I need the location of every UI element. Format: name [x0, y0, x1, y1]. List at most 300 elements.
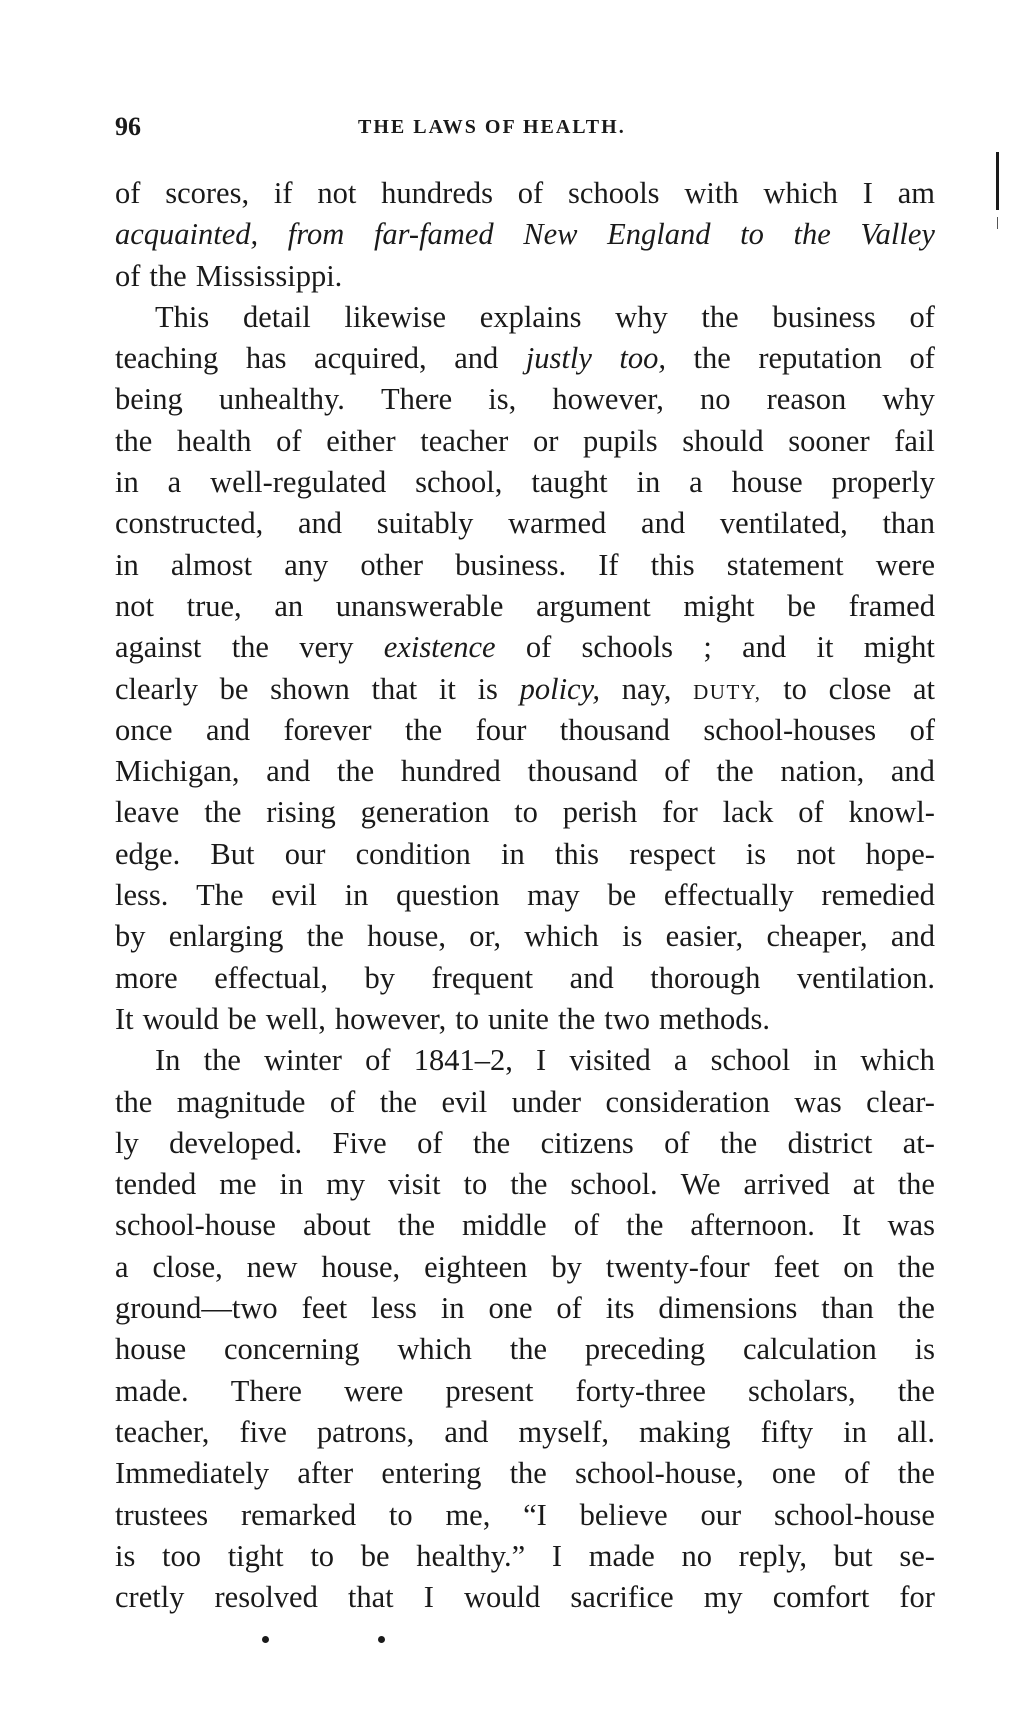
text-line — [115, 1495, 935, 1536]
word: true, — [186, 588, 242, 623]
word: hope- — [865, 836, 935, 871]
word: methods. — [659, 1001, 770, 1036]
word: why — [615, 299, 668, 334]
word: were — [875, 547, 935, 582]
word: likewise — [344, 299, 447, 334]
word: it — [438, 671, 456, 706]
word: the — [472, 1125, 511, 1160]
word: in — [115, 547, 139, 582]
word: well, — [265, 1001, 326, 1036]
word: and — [444, 1414, 489, 1449]
word: sooner — [788, 423, 870, 458]
word: fifty — [760, 1414, 814, 1449]
word: no — [681, 1538, 712, 1573]
word: other — [360, 547, 424, 582]
word: thousand — [527, 754, 638, 789]
word: under — [511, 1084, 582, 1119]
word: has — [245, 341, 287, 376]
word: the — [693, 341, 731, 376]
word: forty-three — [575, 1373, 706, 1408]
word: taught — [531, 465, 608, 500]
word: effectually — [663, 878, 794, 913]
word: may — [527, 878, 580, 913]
word: twenty-four — [605, 1249, 750, 1284]
word: the — [509, 1332, 548, 1367]
word: of — [909, 341, 935, 376]
word: business — [772, 299, 876, 334]
text-line — [115, 1536, 935, 1577]
word: and — [205, 712, 251, 747]
word: the — [626, 1208, 664, 1243]
word: it — [816, 630, 834, 665]
word: suitably — [376, 506, 474, 541]
word: reason — [766, 382, 847, 417]
word: house, — [367, 919, 446, 954]
word: winter — [264, 1043, 342, 1078]
word: however, — [334, 1001, 447, 1036]
word: remarked — [240, 1497, 357, 1532]
word: of — [909, 712, 935, 747]
word: once — [115, 712, 173, 747]
word: or — [532, 423, 559, 458]
word: and — [297, 506, 342, 541]
word: nay, — [621, 671, 672, 706]
word: I — [551, 1538, 563, 1573]
text-line — [115, 1247, 935, 1288]
text-line — [115, 958, 935, 999]
word: district — [787, 1125, 873, 1160]
word: edge. — [115, 836, 181, 871]
word: business. — [455, 547, 567, 582]
word: am — [897, 176, 935, 210]
word: the — [897, 1373, 935, 1408]
word: should — [682, 423, 764, 458]
body-text — [115, 173, 935, 1618]
word: not — [796, 836, 836, 871]
word: It — [841, 1208, 861, 1243]
word: not — [317, 176, 357, 210]
word: the — [510, 1167, 548, 1202]
text-line — [115, 1082, 935, 1123]
word: in — [279, 1167, 304, 1202]
word: that — [347, 1580, 394, 1615]
word: patrons, — [316, 1414, 415, 1449]
word: consideration — [605, 1084, 770, 1119]
word: forever — [283, 712, 372, 747]
word: schools — [581, 630, 674, 665]
word: were — [344, 1373, 404, 1408]
word: believe — [579, 1497, 668, 1532]
word: the — [897, 1167, 935, 1202]
text-line — [115, 214, 935, 255]
word: at — [912, 671, 935, 706]
word: hundred — [400, 754, 501, 789]
word: tight — [227, 1538, 284, 1573]
word: and — [569, 960, 614, 995]
ink-speck — [262, 1636, 269, 1643]
word: made — [588, 1538, 655, 1573]
word: of — [664, 754, 690, 789]
word: clear- — [866, 1084, 935, 1119]
word: condition — [355, 836, 471, 871]
word: to — [783, 671, 807, 706]
word: dimensions — [658, 1291, 798, 1326]
word: evil — [271, 878, 317, 913]
word: which — [524, 919, 599, 954]
word: be — [607, 878, 637, 913]
word: school, — [415, 465, 503, 500]
word: the — [404, 712, 443, 747]
text-line — [115, 256, 935, 297]
word: eighteen — [424, 1249, 528, 1284]
text-line — [115, 379, 935, 420]
text-line — [115, 1040, 935, 1081]
word: argument — [536, 588, 651, 623]
word: nation, — [780, 754, 865, 789]
word: ly — [115, 1125, 139, 1160]
word: effectual, — [214, 960, 328, 995]
word: is — [477, 671, 498, 706]
word: In — [155, 1043, 181, 1078]
text-line — [115, 503, 935, 544]
word: the — [557, 1001, 596, 1036]
word: trustees — [115, 1497, 209, 1532]
word: framed — [848, 588, 935, 623]
word: evil — [441, 1084, 488, 1119]
word: my — [326, 1167, 366, 1202]
word: the — [509, 1456, 547, 1491]
word: respect — [629, 836, 716, 871]
word: 1841–2, — [413, 1043, 513, 1078]
word: one — [488, 1291, 533, 1326]
word: than — [882, 506, 935, 541]
word: to — [514, 795, 538, 830]
word: ventilated, — [719, 506, 848, 541]
word: was — [887, 1208, 935, 1243]
word: in — [843, 1414, 867, 1449]
word: me — [219, 1167, 257, 1202]
word: visit — [388, 1167, 441, 1202]
word: I — [423, 1580, 434, 1615]
word: policy, — [519, 671, 601, 706]
word: se- — [899, 1538, 935, 1573]
text-line — [115, 669, 935, 710]
word: was — [794, 1084, 842, 1119]
word: teacher, — [115, 1414, 210, 1449]
word: the — [149, 258, 187, 293]
word: feet — [773, 1249, 820, 1284]
word: healthy.” — [416, 1538, 526, 1573]
word: a — [115, 1249, 129, 1284]
word: ground—two — [115, 1291, 278, 1326]
word: school-house — [773, 1497, 935, 1532]
word: scores, — [165, 176, 250, 210]
word: my — [703, 1580, 743, 1615]
word: and — [890, 754, 935, 789]
word: would — [142, 1001, 219, 1036]
word: unite — [487, 1001, 549, 1036]
text-line — [115, 792, 935, 833]
word: Mississippi. — [195, 258, 343, 293]
word: would — [464, 1580, 541, 1615]
word: me, — [445, 1497, 491, 1532]
word: be — [360, 1538, 390, 1573]
word: pupils — [583, 423, 658, 458]
word: afternoon. — [690, 1208, 815, 1243]
word: tended — [115, 1167, 197, 1202]
word: the — [397, 1208, 435, 1243]
word: is, — [488, 382, 517, 417]
word: and — [890, 919, 935, 954]
word: too — [162, 1538, 202, 1573]
word: citizens — [540, 1125, 634, 1160]
word: resolved — [214, 1580, 318, 1615]
word: and — [266, 754, 311, 789]
word: ventilation. — [796, 960, 935, 995]
word: reputation — [758, 341, 882, 376]
word: the — [115, 1084, 153, 1119]
word: entering — [381, 1456, 482, 1491]
text-line — [115, 751, 935, 792]
text-line — [115, 999, 935, 1040]
word: the — [897, 1249, 935, 1284]
word: if — [273, 176, 293, 210]
text-line — [115, 545, 935, 586]
word: in — [636, 465, 661, 500]
word: knowl- — [848, 795, 935, 830]
word: DUTY, — [693, 679, 762, 704]
word: to — [463, 1167, 488, 1202]
word: from — [287, 217, 345, 252]
word: two — [604, 1001, 650, 1036]
word: which — [763, 176, 838, 210]
word: calculation — [742, 1332, 877, 1367]
word: to — [310, 1538, 335, 1573]
word: almost — [170, 547, 253, 582]
word: I — [862, 176, 873, 210]
word: lack — [722, 795, 774, 830]
word: schools — [568, 176, 660, 210]
word: any — [284, 547, 329, 582]
word: the — [793, 217, 831, 252]
word: There — [230, 1373, 302, 1408]
word: be — [227, 1001, 257, 1036]
running-head: THE LAWS OF HEALTH. — [358, 116, 626, 138]
word: Valley — [860, 217, 935, 252]
word: school-house — [115, 1208, 276, 1243]
word: thousand — [559, 712, 670, 747]
text-line — [115, 586, 935, 627]
word: present — [445, 1373, 534, 1408]
word: is — [622, 919, 643, 954]
word: the — [306, 919, 344, 954]
word: in — [500, 836, 525, 871]
word: that — [371, 671, 418, 706]
word: well-regulated — [210, 465, 387, 500]
word: its — [605, 1291, 635, 1326]
word: The — [196, 878, 244, 913]
word: unhealthy. — [218, 382, 345, 417]
word: preceding — [584, 1332, 706, 1367]
word: to — [740, 217, 764, 252]
word: house — [731, 465, 803, 500]
word: which — [397, 1332, 472, 1367]
word: close — [828, 671, 892, 706]
margin-rule-tick — [997, 217, 998, 229]
word: justly — [525, 341, 592, 376]
word: house, — [321, 1249, 401, 1284]
text-line — [115, 1123, 935, 1164]
word: Immediately — [115, 1456, 270, 1491]
word: at- — [902, 1125, 935, 1160]
word: school-houses — [703, 712, 877, 747]
word: Five — [332, 1125, 387, 1160]
word: house — [115, 1332, 187, 1367]
word: acquainted, — [115, 217, 259, 252]
text-line — [115, 1453, 935, 1494]
word: magnitude — [176, 1084, 306, 1119]
word: detail — [242, 299, 311, 334]
word: is — [745, 836, 767, 871]
word: of — [417, 1125, 443, 1160]
word: warmed — [508, 506, 607, 541]
word: a — [167, 465, 182, 500]
word: the — [701, 299, 739, 334]
word: the — [897, 1456, 935, 1491]
word: against — [115, 630, 202, 665]
text-line — [115, 1329, 935, 1370]
word: all. — [896, 1414, 935, 1449]
word: myself, — [518, 1414, 610, 1449]
text-line — [115, 1577, 935, 1618]
word: one — [771, 1456, 816, 1491]
word: But — [210, 836, 255, 871]
word: of — [115, 176, 141, 210]
word: made. — [115, 1373, 189, 1408]
word: clearly — [115, 671, 198, 706]
text-line — [115, 297, 935, 338]
word: of — [517, 176, 544, 210]
word: the — [379, 1084, 418, 1119]
word: why — [882, 382, 935, 417]
word: of — [556, 1291, 582, 1326]
text-line — [115, 710, 935, 751]
ink-speck — [378, 1636, 385, 1643]
word: than — [821, 1291, 874, 1326]
word: the — [204, 795, 242, 830]
word: be — [219, 671, 249, 706]
word: the — [115, 423, 153, 458]
word: being — [115, 382, 183, 417]
word: I — [536, 1043, 547, 1078]
text-line — [115, 462, 935, 503]
word: the — [716, 754, 754, 789]
word: statement — [726, 547, 844, 582]
word: and — [641, 506, 686, 541]
word: not — [115, 588, 154, 623]
word: of — [329, 1084, 356, 1119]
word: by — [364, 960, 395, 995]
word: less — [371, 1291, 417, 1326]
word: If — [598, 547, 619, 582]
text-line — [115, 627, 935, 668]
word: explains — [479, 299, 582, 334]
word: “I — [523, 1497, 547, 1532]
word: at — [852, 1167, 875, 1202]
word: our — [284, 836, 326, 871]
word: this — [650, 547, 695, 582]
word: in — [344, 878, 369, 913]
text-line — [115, 1371, 935, 1412]
word: of — [664, 1125, 690, 1160]
word: thorough — [650, 960, 761, 995]
word: enlarging — [168, 919, 284, 954]
word: of — [115, 258, 141, 293]
word: close, — [152, 1249, 223, 1284]
word: We — [680, 1167, 721, 1202]
word: New — [523, 217, 578, 252]
word: perish — [562, 795, 638, 830]
word: easier, — [665, 919, 744, 954]
word: and — [742, 630, 787, 665]
word: on — [843, 1249, 874, 1284]
word: fail — [894, 423, 935, 458]
word: reply, — [738, 1538, 807, 1573]
word: of — [573, 1208, 600, 1243]
word: far-famed — [373, 217, 494, 252]
word: after — [297, 1456, 354, 1491]
text-line — [115, 338, 935, 379]
word: a — [689, 465, 703, 500]
word: very — [299, 630, 354, 665]
word: school. — [570, 1167, 658, 1202]
word: the — [336, 754, 375, 789]
word: no — [699, 382, 731, 417]
word: less. — [115, 878, 169, 913]
word: existence — [383, 630, 496, 665]
text-line — [115, 1205, 935, 1246]
word: a — [673, 1043, 688, 1078]
word: is — [115, 1538, 136, 1573]
word: It — [115, 1001, 134, 1036]
word: to — [388, 1497, 413, 1532]
page-number: 96 — [115, 112, 141, 141]
text-line — [115, 1288, 935, 1329]
word: cretly — [115, 1580, 185, 1615]
word: middle — [461, 1208, 547, 1243]
word: generation — [360, 795, 490, 830]
word: in — [813, 1043, 838, 1078]
word: for — [662, 795, 698, 830]
word: too, — [619, 341, 667, 376]
word: the — [203, 1043, 241, 1078]
word: shown — [270, 671, 350, 706]
word: sacrifice — [570, 1580, 674, 1615]
text-line — [115, 1412, 935, 1453]
word: England — [607, 217, 711, 252]
text-line — [115, 1164, 935, 1205]
word: the — [897, 1291, 935, 1326]
word: comfort — [772, 1580, 870, 1615]
word: visited — [569, 1043, 651, 1078]
word: properly — [831, 465, 935, 500]
word: our — [700, 1497, 742, 1532]
word: ; — [703, 630, 712, 665]
word: to — [455, 1001, 479, 1036]
word: school-house, — [575, 1456, 744, 1491]
word: the — [719, 1125, 758, 1160]
word: either — [326, 423, 396, 458]
